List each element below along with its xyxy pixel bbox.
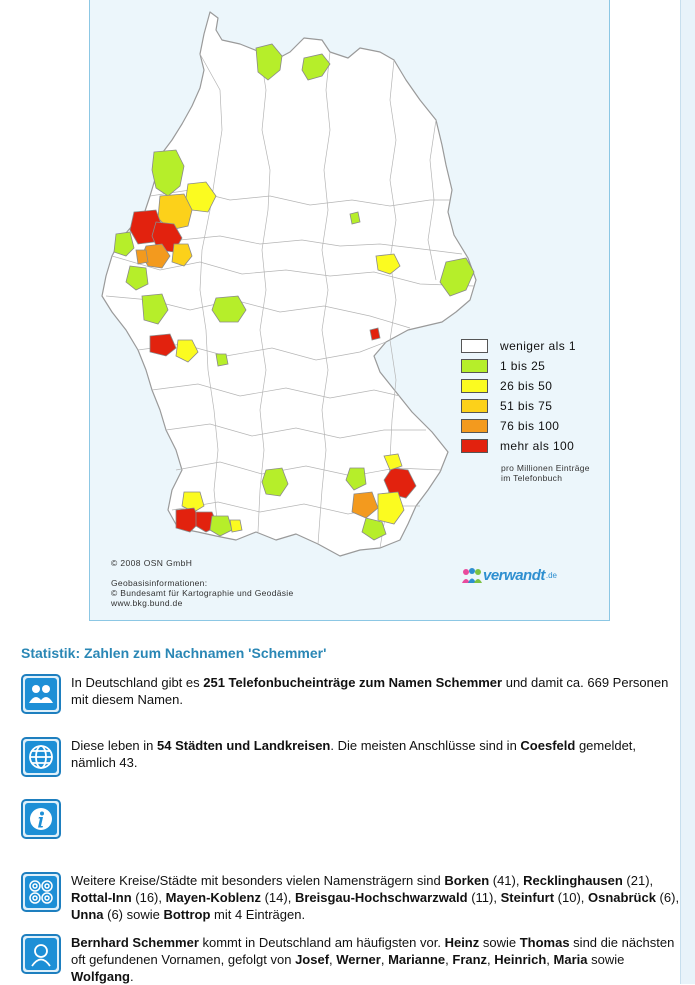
page-scroll-edge xyxy=(680,0,695,984)
legend-swatch xyxy=(461,359,488,373)
globe-icon xyxy=(21,737,61,777)
legend-label: 1 bis 25 xyxy=(500,359,546,373)
region-kreis-e xyxy=(350,212,360,224)
geo-credit-line: Geobasisinformationen: xyxy=(111,578,208,588)
legend-label: 76 bis 100 xyxy=(500,419,560,433)
info-icon xyxy=(21,799,61,839)
legend-swatch xyxy=(461,439,488,453)
legend-item xyxy=(461,336,576,356)
legend-swatch xyxy=(461,399,488,413)
geo-credit-line: © Bundesamt für Kartographie und Geodäsie xyxy=(111,588,294,598)
legend-label: 51 bis 75 xyxy=(500,399,553,413)
legend-item xyxy=(461,416,576,436)
legend-swatch xyxy=(461,339,488,353)
stat-text: Diese leben in 54 Städten und Landkreisen. Die meisten Anschlüsse sind in Coesfeld gemeldet, nämlich 43. xyxy=(71,738,637,770)
map-panel xyxy=(89,0,610,621)
people-icon xyxy=(21,674,61,714)
region-kreis-r xyxy=(230,520,242,532)
legend-item xyxy=(461,376,576,396)
legend-label: weniger als 1 xyxy=(500,339,576,353)
geo-credits xyxy=(111,578,294,608)
logo-text: verwandt xyxy=(483,567,545,584)
legend-swatch xyxy=(461,419,488,433)
stat-text: Bernhard Schemmer kommt in Deutschland am häufigsten vor. Heinz sowie Thomas sind die nächsten oft gefundenen Vornamen, gefolgt von Josef, Werner, Marianne, Franz, Heinrich, Maria sowie Wolfgang. xyxy=(71,935,675,984)
legend-label: 26 bis 50 xyxy=(500,379,553,393)
verwandt-logo[interactable] xyxy=(461,567,557,584)
legend-note-line: pro Millionen Einträge xyxy=(501,463,590,473)
region-bottrop xyxy=(136,250,148,264)
map-copyright: © 2008 OSN GmbH xyxy=(111,558,193,568)
germany-map xyxy=(90,0,610,621)
legend-note xyxy=(501,463,610,483)
stats-heading: Statistik: Zahlen zum Nachnamen 'Schemmer' xyxy=(21,645,327,661)
legend-label: mehr als 100 xyxy=(500,439,575,453)
region-kreis-h xyxy=(370,328,380,340)
map-legend xyxy=(461,336,576,456)
region-kreis-d xyxy=(216,354,228,366)
person-profile-icon xyxy=(21,934,61,974)
stat-text: Weitere Kreise/Städte mit besonders vielen Namensträgern sind Borken (41), Recklinghausen (21), Rottal-Inn (16), Mayen-Koblenz (14), Breisgau-Hochschwarzwald (11), Steinfurt (10), Osnabrück (6), Unna (6) sowie Bottrop mit 4 Einträgen. xyxy=(71,873,680,922)
legend-item xyxy=(461,436,576,456)
target-circles-icon xyxy=(21,872,61,912)
legend-note-line: im Telefonbuch xyxy=(501,473,563,483)
legend-swatch xyxy=(461,379,488,393)
stat-text: In Deutschland gibt es 251 Telefonbucheinträge zum Namen Schemmer und damit ca. 669 Personen mit diesem Namen. xyxy=(71,675,669,707)
legend-item xyxy=(461,356,576,376)
logo-suffix: .de xyxy=(545,571,557,580)
legend-item xyxy=(461,396,576,416)
people-logo-icon xyxy=(461,568,483,584)
geo-credit-line[interactable]: www.bkg.bund.de xyxy=(111,598,183,608)
